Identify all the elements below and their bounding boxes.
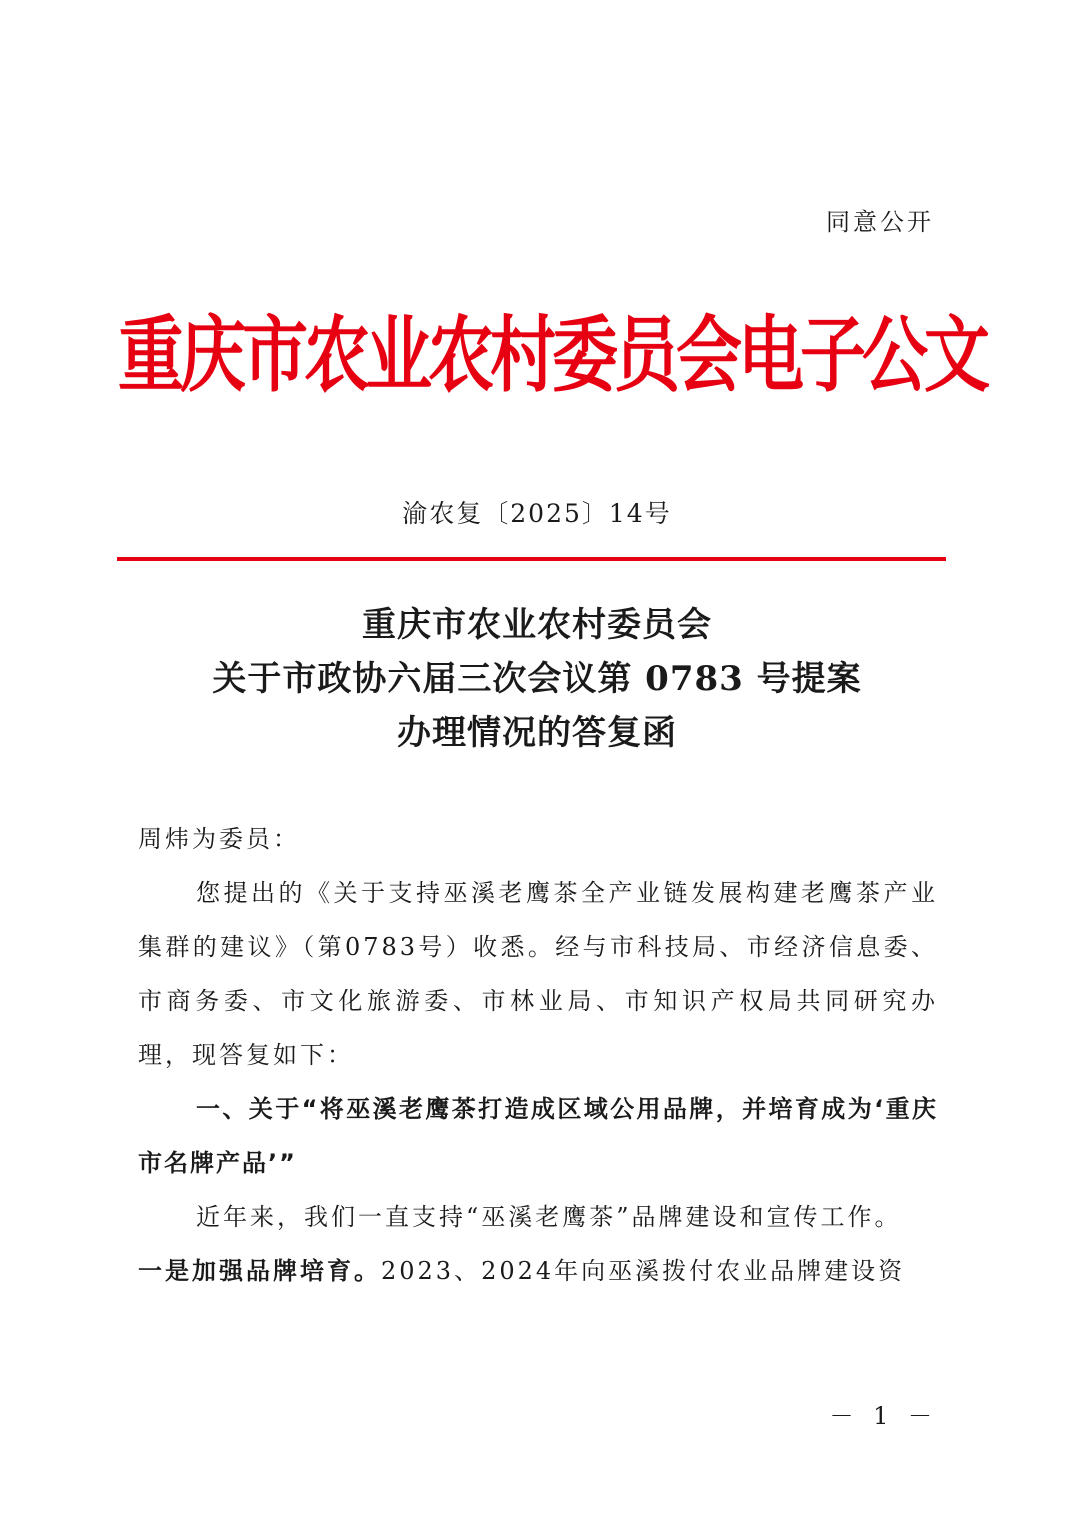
title-line-3: 办理情况的答复函 xyxy=(397,713,677,753)
title-line-2: 关于市政协六届三次会议第 0783 号提案 xyxy=(212,659,862,699)
paragraph-3-lead: 一是加强品牌培育。 xyxy=(138,1257,381,1285)
page-number: － 1 － xyxy=(829,1402,938,1430)
section-heading-1: 一、关于“将巫溪老鹰茶打造成区域公用品牌，并培育成为‘重庆市名牌产品’” xyxy=(138,1095,938,1177)
document-body xyxy=(138,812,938,1298)
document-number: 渝农复〔2025〕14号 xyxy=(402,499,672,528)
salutation: 周炜为委员： xyxy=(138,825,300,853)
title-line-1: 重庆市农业农村委员会 xyxy=(362,605,712,645)
disclosure-status: 同意公开 xyxy=(826,208,934,236)
document-title xyxy=(0,598,1074,760)
body-paragraph-3 xyxy=(138,1244,938,1298)
paragraph-3-text: 2023、2024年向巫溪拨付农业品牌建设资 xyxy=(381,1257,906,1285)
body-paragraph-2: 近年来，我们一直支持“巫溪老鹰茶”品牌建设和宣传工作。 xyxy=(196,1203,902,1231)
red-divider-line xyxy=(117,557,946,561)
body-paragraph-1: 您提出的《关于支持巫溪老鹰茶全产业链发展构建老鹰茶产业集群的建议》（第0783号）收悉。经与市科技局、市经济信息委、市商务委、市文化旅游委、市林业局、市知识产权局共同研究办理，现答复如下： xyxy=(138,879,938,1069)
document-masthead: 重庆市农业农村委员会电子公文 xyxy=(118,307,986,404)
